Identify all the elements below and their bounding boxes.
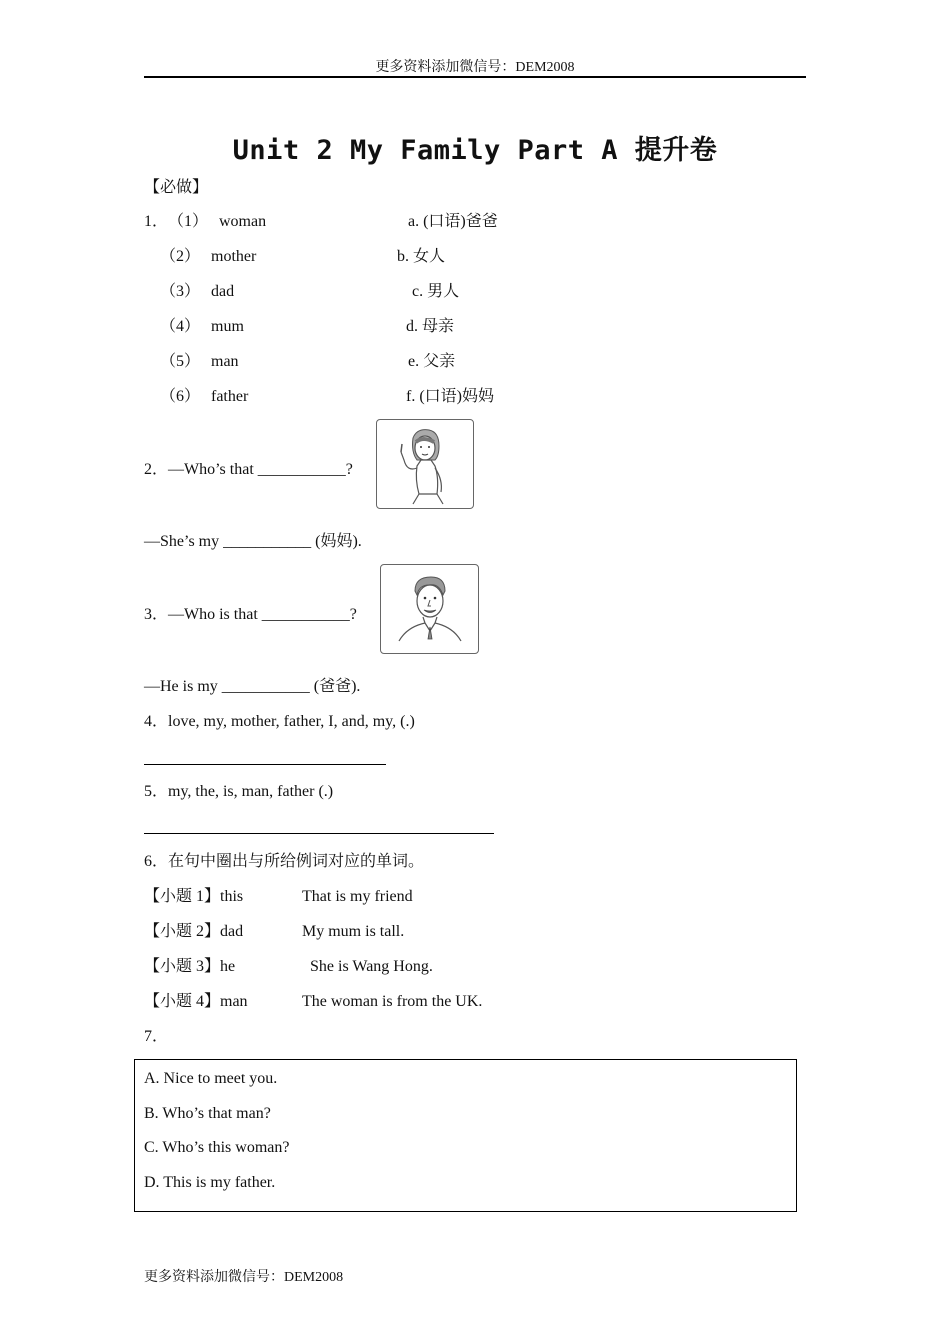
q1-item-word: father [211, 388, 249, 405]
q4-prompt: 4．love, my, mother, father, I, and, my, (.) [144, 713, 415, 730]
q4-answer-line [144, 764, 386, 765]
q1-item-option: f. (口语)妈妈 [406, 388, 494, 405]
q6-item-sentence: She is Wang Hong. [310, 958, 433, 975]
q1-item-option: d. 母亲 [406, 318, 455, 335]
q6-item-label: 【小题 4】man [144, 993, 248, 1010]
q1-item-num: （5） [160, 353, 201, 370]
q1-item-num: （1） [168, 213, 209, 230]
q2-answer: —She’s my ___________ (妈妈). [144, 533, 362, 550]
q1-item-num: （3） [160, 283, 201, 300]
q3-answer: —He is my ___________ (爸爸). [144, 678, 361, 695]
page-title: Unit 2 My Family Part A 提升卷 [232, 135, 718, 166]
q6-item-sentence: The woman is from the UK. [302, 993, 483, 1010]
q1-item-option: a. (口语)爸爸 [408, 213, 498, 230]
page-header: 更多资料添加微信号：DEM2008 [375, 60, 575, 75]
q6-item-sentence: That is my friend [302, 888, 413, 905]
q1-item-word: man [211, 353, 239, 370]
q1-item-num: （6） [160, 388, 201, 405]
man-smiling-icon [381, 565, 478, 653]
q6-item-label: 【小题 1】this [144, 888, 244, 905]
q1-item-word: dad [211, 283, 235, 300]
q7-option: C. Who’s this woman? [144, 1139, 290, 1156]
q7-option: D. This is my father. [144, 1174, 276, 1191]
woman-illustration [376, 419, 474, 509]
q6-item-label: 【小题 3】he [144, 958, 236, 975]
q2-question: 2．—Who’s that ___________? [144, 461, 353, 478]
q1-item-option: e. 父亲 [408, 353, 456, 370]
q1-item-word: mum [211, 318, 244, 335]
q5-prompt: 5．my, the, is, man, father (.) [144, 783, 334, 800]
q3-question: 3．—Who is that ___________? [144, 606, 357, 623]
header-divider [144, 76, 806, 78]
q7-number: 7． [144, 1028, 169, 1045]
q1-number: 1． [144, 213, 169, 230]
q1-item-option: b. 女人 [397, 248, 446, 265]
q1-item-option: c. 男人 [412, 283, 460, 300]
q1-item-word: mother [211, 248, 257, 265]
q6-item-label: 【小题 2】dad [144, 923, 244, 940]
woman-pointing-icon [377, 420, 473, 508]
q7-option: B. Who’s that man? [144, 1105, 271, 1122]
q6-item-sentence: My mum is tall. [302, 923, 405, 940]
q5-answer-line [144, 833, 494, 834]
q1-item-num: （2） [160, 248, 201, 265]
q1-item-word: woman [219, 213, 267, 230]
page-footer: 更多资料添加微信号：DEM2008 [144, 1270, 344, 1285]
section-label: 【必做】 [144, 179, 209, 196]
q6-instruction: 6．在句中圈出与所给例词对应的单词。 [144, 853, 425, 870]
q7-option: A. Nice to meet you. [144, 1070, 278, 1087]
man-illustration [380, 564, 479, 654]
q1-item-num: （4） [160, 318, 201, 335]
